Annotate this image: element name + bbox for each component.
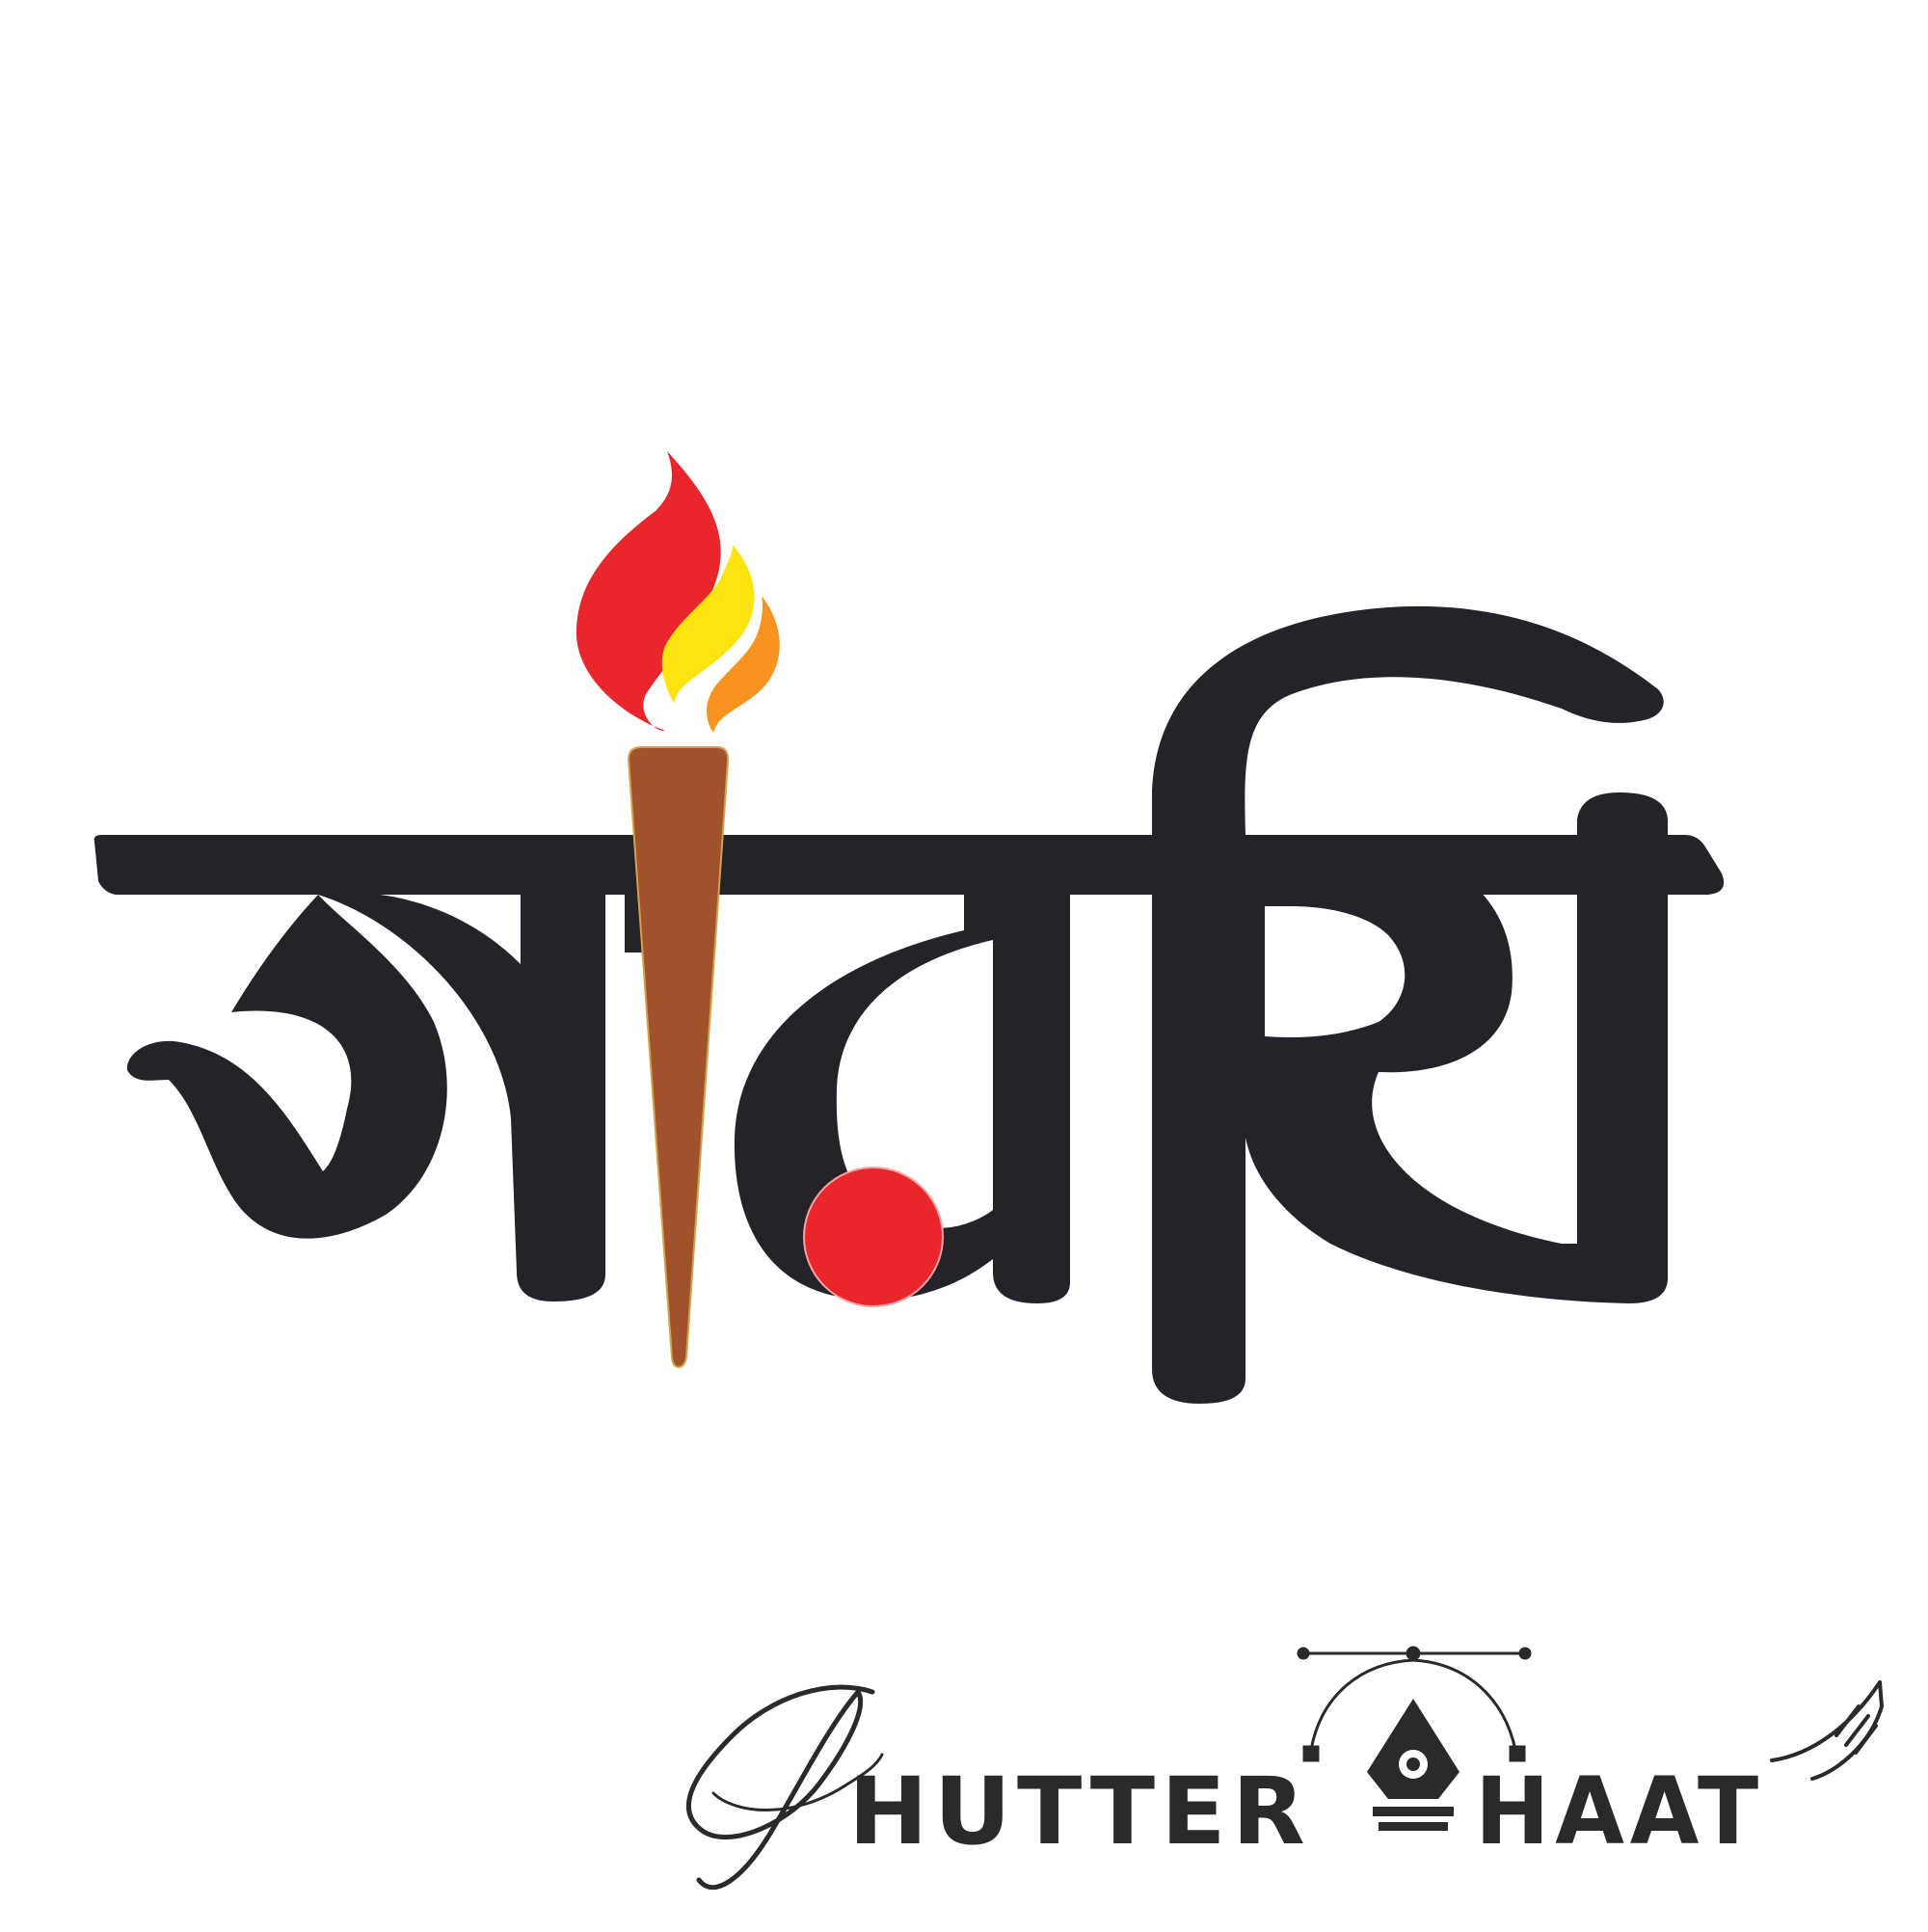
- watermark-brand-text: [848, 1758, 1764, 1865]
- headline-bar: [94, 835, 1724, 895]
- torch-icon: [576, 451, 780, 1367]
- letter-sa: [127, 893, 605, 1301]
- flame-red: [576, 451, 721, 731]
- red-dot-icon: [804, 1167, 943, 1306]
- watermark-word-shutter: HUTTER: [848, 1758, 1311, 1865]
- watermark-word-haat: HAAT: [1475, 1758, 1764, 1865]
- torch-handle: [629, 747, 728, 1367]
- pen-nib-icon: [1367, 1699, 1459, 1831]
- watermark-logo: [688, 1648, 1882, 1888]
- brush-icon: [1772, 1682, 1882, 1779]
